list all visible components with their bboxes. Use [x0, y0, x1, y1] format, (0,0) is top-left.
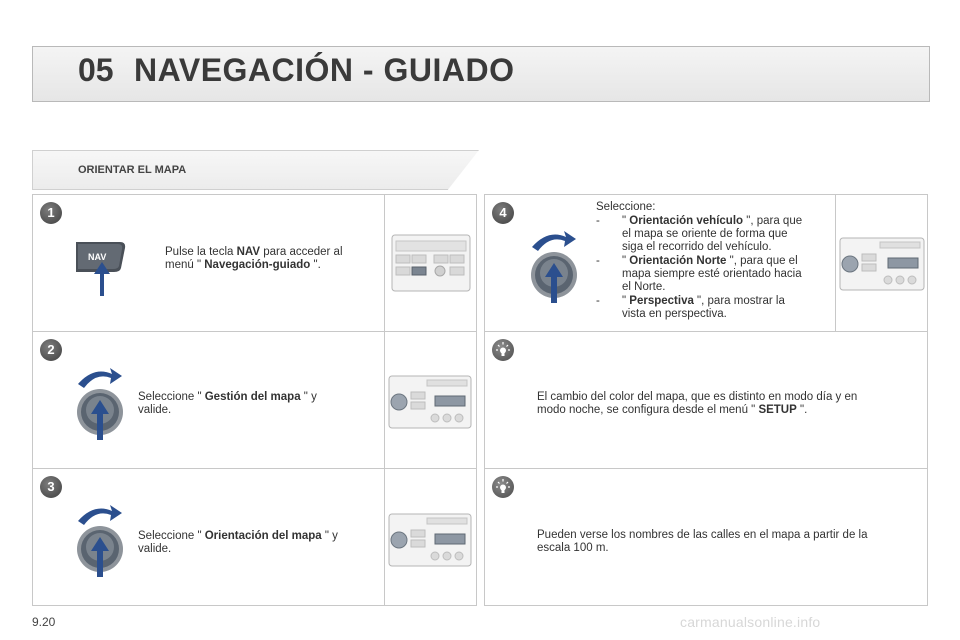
- nav-key-press-icon: [72, 236, 132, 298]
- step-3-text: Seleccione " Orientación del mapa " y valide.: [138, 530, 338, 555]
- tip-lightbulb-icon: [492, 339, 514, 361]
- orientation-option: - " Orientación Norte ", para que el mapa siempre esté orientado hacia el Norte.: [596, 255, 802, 293]
- row-divider: [484, 468, 928, 469]
- row-divider: [484, 331, 928, 332]
- tip-lightbulb-icon: [492, 476, 514, 498]
- section-title: ORIENTAR EL MAPA: [78, 164, 187, 176]
- step-4-text: Seleccione: - " Orientación vehículo ", para que el mapa se oriente de forma que siga el recorrido del vehículo. - " Orientación Norte ", para que el mapa siempre esté orientado hacia el Norte. - " Perspectiva ", para mostrar la vista en perspectiva.: [596, 201, 832, 321]
- step-badge-2: 2: [40, 339, 62, 361]
- rotary-knob-icon: [524, 225, 586, 305]
- tip-map-color-text: El cambio del color del mapa, que es distinto en modo día y en modo noche, se configura desde el menú " SETUP ".: [537, 391, 858, 416]
- column-divider: [384, 194, 385, 606]
- chapter-number: 05: [78, 52, 114, 88]
- step-badge-3: 3: [40, 476, 62, 498]
- column-divider: [835, 194, 836, 331]
- tip-street-names-text: Pueden verse los nombres de las calles en el mapa a partir de la escala 100 m.: [537, 529, 868, 554]
- rotary-knob-icon: [70, 362, 132, 442]
- page-title: NAVEGACIÓN - GUIADO: [134, 52, 515, 88]
- orientation-option: - " Perspectiva ", para mostrar la vista en perspectiva.: [596, 295, 785, 320]
- radio-unit-illustration: [387, 374, 473, 430]
- step-1-text: Pulse la tecla NAV para acceder al menú " Navegación-guiado ".: [165, 246, 343, 271]
- step-2-text: Seleccione " Gestión del mapa " y valide.: [138, 391, 317, 416]
- step-badge-4: 4: [492, 202, 514, 224]
- radio-unit-illustration: [838, 236, 926, 292]
- watermark: carmanualsonline.info: [680, 614, 821, 630]
- radio-unit-illustration: [387, 512, 473, 568]
- step-badge-1: 1: [40, 202, 62, 224]
- orientation-option: - " Orientación vehículo ", para que el mapa se oriente de forma que siga el recorrido del vehículo.: [596, 215, 803, 253]
- row-divider: [32, 468, 477, 469]
- page-number: 9.20: [32, 615, 56, 629]
- radio-unit-illustration: [390, 231, 472, 295]
- rotary-knob-icon: [70, 499, 132, 579]
- row-divider: [32, 331, 477, 332]
- nav-key-label: NAV: [88, 252, 107, 262]
